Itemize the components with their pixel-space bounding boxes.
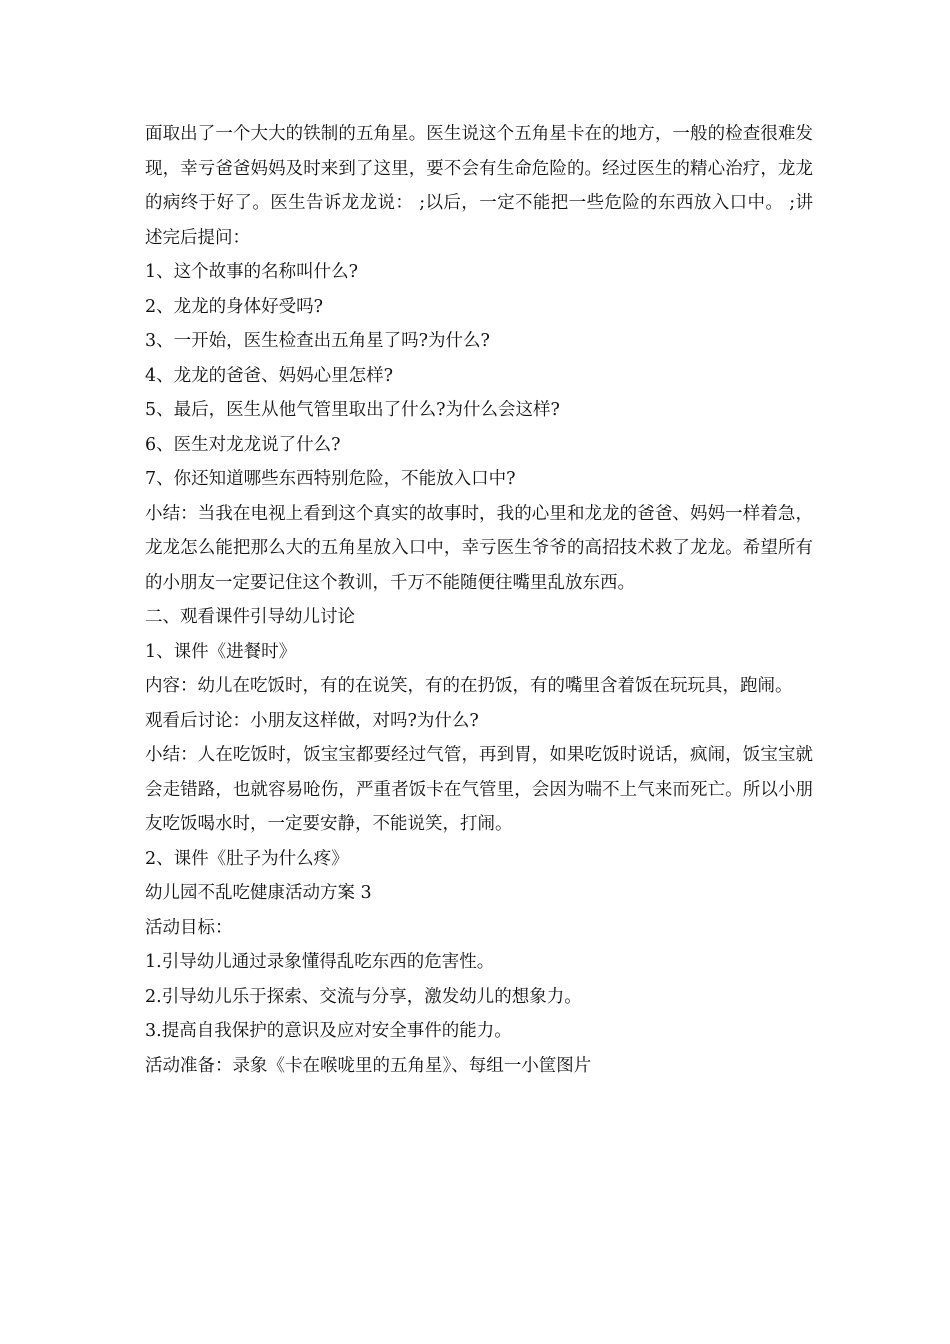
discussion-question: 观看后讨论：小朋友这样做，对吗?为什么? <box>145 710 479 731</box>
courseware-2-title: 2、课件《肚子为什么疼》 <box>145 848 349 869</box>
question-1: 1、这个故事的名称叫什么? <box>145 262 359 282</box>
plan-title: 幼儿园不乱吃健康活动方案 3 <box>145 883 372 903</box>
story-ending-paragraph: 面取出了一个大大的铁制的五角星。医生说这个五角星卡在的地方，一般的检查很难发现，幸亏爸爸妈妈及时来到了这里，要不会有生命危险的。经过医生的精心治疗，龙龙的病终于好了。医生告诉龙龙说： ;以后，一定不能把一些危险的东西放入口中。 ;讲述完后提问： <box>145 124 813 248</box>
question-5: 5、最后，医生从他气管里取出了什么?为什么会这样? <box>145 400 560 420</box>
preparation-line: 活动准备：录象《卡在喉咙里的五角星》、每组一小筐图片 <box>145 1055 592 1076</box>
courseware-content: 内容：幼儿在吃饭时，有的在说笑，有的在扔饭，有的嘴里含着饭在玩玩具，跑闹。 <box>145 676 793 696</box>
question-3: 3、一开始，医生检查出五角星了吗?为什么? <box>145 331 490 351</box>
section-heading: 二、观看课件引导幼儿讨论 <box>145 607 355 627</box>
summary-paragraph: 小结：当我在电视上看到这个真实的故事时，我的心里和龙龙的爸爸、妈妈一样着急，龙龙怎么能把那么大的五角星放入口中，幸亏医生爷爷的高招技术救了龙龙。希望所有的小朋友一定要记住这个教训，千万不能随便往嘴里乱放东西。 <box>145 503 813 593</box>
goal-3: 3.提高自我保护的意识及应对安全事件的能力。 <box>145 1021 512 1041</box>
question-7: 7、你还知道哪些东西特别危险，不能放入口中? <box>145 469 516 489</box>
question-4: 4、龙龙的爸爸、妈妈心里怎样? <box>145 365 394 386</box>
goal-1: 1.引导幼儿通过录象懂得乱吃东西的危害性。 <box>145 952 495 972</box>
goals-heading: 活动目标： <box>145 917 233 938</box>
question-6: 6、医生对龙龙说了什么? <box>145 434 341 455</box>
summary-paragraph-2: 小结：人在吃饭时，饭宝宝都要经过气管，再到胃，如果吃饭时说话，疯闹，饭宝宝就会走错路，也就容易呛伤，严重者饭卡在气管里，会因为喘不上气来而死亡。所以小朋友吃饭喝水时，一定要安静，不能说笑，打闹。 <box>145 745 813 834</box>
document-body <box>145 117 813 1083</box>
courseware-1-title: 1、课件《进餐时》 <box>145 641 297 662</box>
question-2: 2、龙龙的身体好受吗? <box>145 296 324 317</box>
goal-2: 2.引导幼儿乐于探索、交流与分享，激发幼儿的想象力。 <box>145 986 582 1007</box>
